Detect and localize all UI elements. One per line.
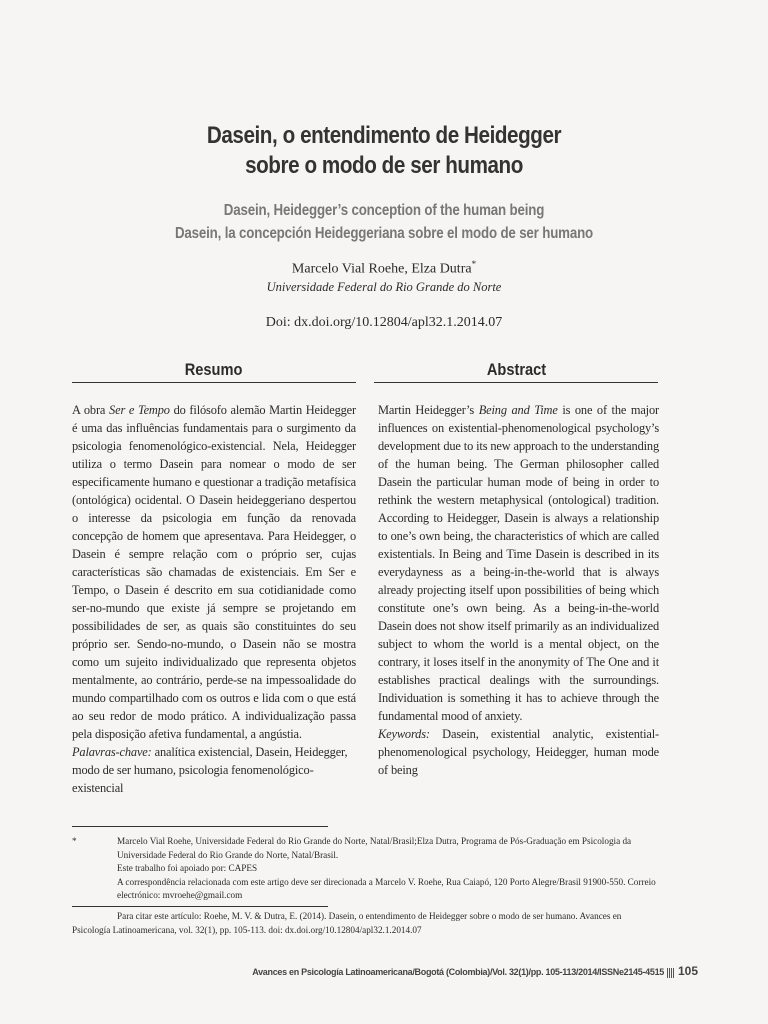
footer-bars-icon [667, 968, 675, 978]
affiliation: Universidade Federal do Rio Grande do Norte [266, 280, 502, 294]
author-names: Marcelo Vial Roehe, Elza Dutra [291, 261, 472, 277]
resumo-body [72, 401, 356, 797]
footnote-mark: * [72, 836, 77, 846]
keywords-label-en: Keywords: [378, 727, 430, 741]
translated-titles [54, 199, 714, 245]
page-number: 105 [678, 964, 699, 978]
footnote-funding: Este trabalho foi apoiado por: CAPES [117, 863, 258, 873]
resumo-heading: Resumo [72, 360, 356, 383]
subtitle-english: Dasein, Heidegger’s conception of the human being [223, 202, 545, 219]
author-footnote [72, 835, 660, 903]
doi: Doi: dx.doi.org/10.12804/apl32.1.2014.07 [265, 315, 503, 330]
keywords-label-pt: Palavras-chave: [72, 745, 152, 759]
authors [0, 259, 768, 278]
abstract-heading: Abstract [374, 360, 658, 383]
title-line-1: Dasein, o entendimento de Heidegger [206, 122, 562, 149]
subtitle-spanish: Dasein, la concepción Heideggeriana sobre el modo de ser humano [174, 225, 594, 242]
footnote-correspondence: A correspondência relacionada com este artigo deve ser direcionada a Marcelo V. Roehe, Rua Caiapó, 120 Porto Alegre/Brasil 91900-550. Correio electrónico: mvroehe@gmail.com [117, 876, 656, 900]
author-footnote-mark: * [471, 259, 477, 269]
book-title-en: Being and Time [478, 403, 558, 417]
title-line-2: sobre o modo de ser humano [245, 152, 523, 179]
citation-divider [72, 906, 328, 907]
abstract-body [378, 401, 659, 779]
citation-note [72, 910, 660, 937]
footnote-divider [72, 826, 328, 827]
footnote-affiliations: Marcelo Vial Roehe, Universidade Federal do Rio Grande do Norte, Natal/Brasil;Elza Dutra, Programa de Pós-Graduação em Psicologia da Universidade Federal do Rio Grande do Norte, Natal/Brasil. [117, 836, 632, 860]
article-title [54, 121, 714, 181]
resumo-keywords: Palavras-chave: analítica existencial, Dasein, Heidegger, modo de ser humano, psicologia fenomenológico-existencial [72, 745, 348, 795]
running-footer: Avances en Psicología Latinoamericana/Bogotá (Colombia)/Vol. 32(1)/pp. 105-113/2014/ISSNe2145-4515 [252, 967, 664, 977]
abstract-keywords: Keywords: Dasein, existential analytic, existential-phenomenological psychology, Heidegger, human mode of being [378, 727, 659, 777]
citation-text: Para citar este artículo: Roehe, M. V. & Dutra, E. (2014). Dasein, o entendimento de Heidegger sobre o modo de ser humano. Avances en Psicología Latinoamericana, vol. 32(1), pp. 105-113. doi: dx.doi.org/10.12804/apl32.1.2014.07 [72, 911, 622, 935]
resumo-paragraph: A obra Ser e Tempo do filósofo alemão Martin Heidegger é uma das influências fundamentais para o surgimento da psicologia fenomenológico-existencial. Nela, Heidegger utiliza o termo Dasein para nomear o modo de ser especificamente humano e questionar a tradição metafísica (ontológica) ocidental. O Dasein heideggeriano despertou o interesse da psicologia em função da renovada concepção de homem que apresentava. Para Heidegger, o Dasein é sempre relação com o próprio ser, cujas características são chamadas de existenciais. Em Ser e Tempo, o Dasein é descrito em sua cotidianidade como ser-no-mundo que existe já sempre se projetando em possibilidades de ser, as quais são constituintes do seu próprio ser. Sendo-no-mundo, o Dasein não se mostra como um sujeito individualizado que representa objetos mentalmente, ao contrário, perde-se na impessoalidade do mundo compartilhado com os outros e lida com o que está ao seu redor de modo prático. A individualização passa pela disposição afetiva fundamental, a angústia. [72, 403, 356, 741]
abstract-paragraph: Martin Heidegger’s Being and Time is one of the major influences on existential-phenomenological psychology’s development due to its new approach to the understanding of the human being. The German philosopher called Dasein the particular human mode of being in order to rethink the western metaphysical (ontological) tradition. According to Heidegger, Dasein is always a relationship to one’s own being, the characteristics of which are called existentials. In Being and Time Dasein is described in its everydayness as a being-in-the-world that is always already projecting itself upon possibilities of being which constitute one’s own being. As a being-in-the-world Dasein does not show itself primarily as an individualized subject to whom the world is a mental object, on the contrary, it loses itself in the anonymity of The One and it establishes practical dealings with the surroundings. Individuation is something it has to achieve through the fundamental mood of anxiety. [378, 403, 659, 723]
book-title-pt: Ser e Tempo [109, 403, 170, 417]
